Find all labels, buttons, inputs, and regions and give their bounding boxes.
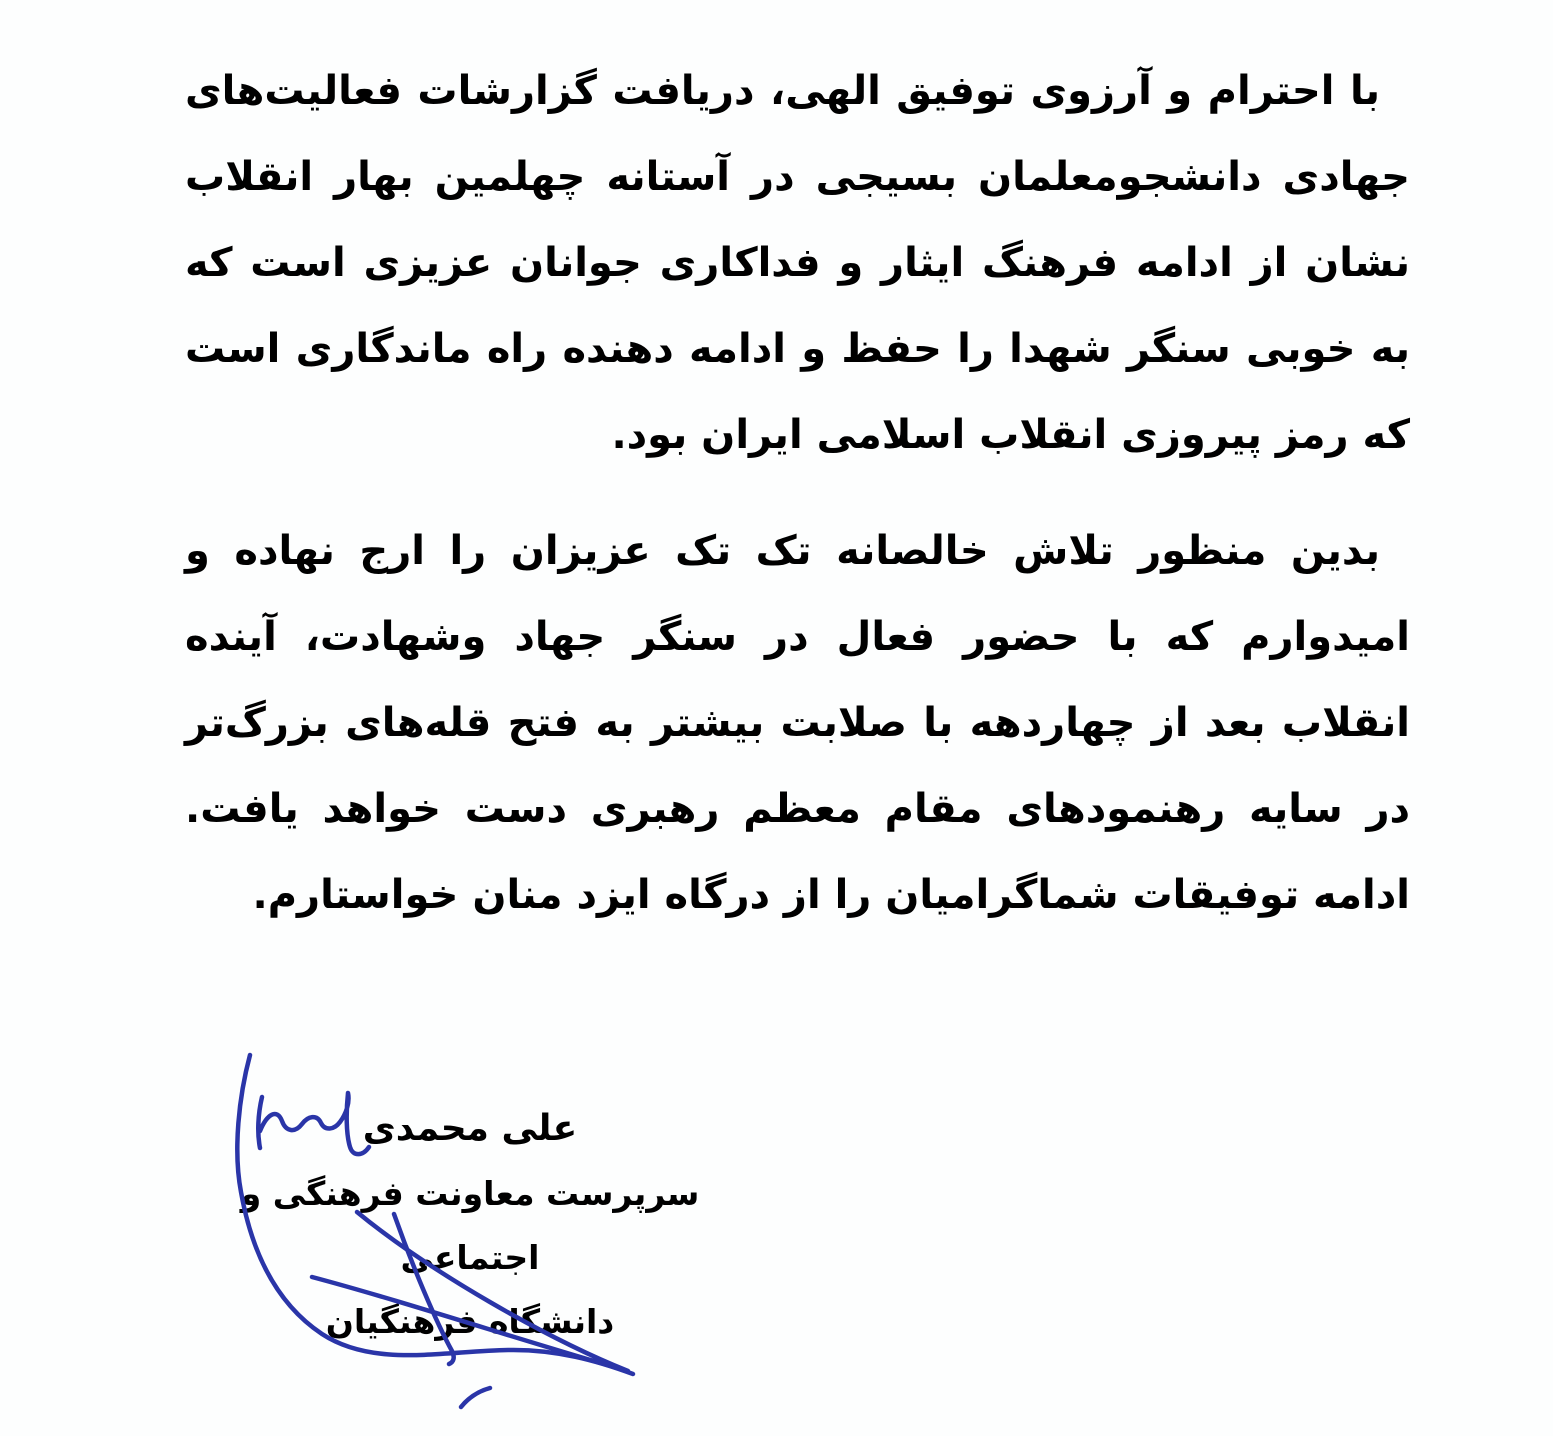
letter-paragraph-2: بدین منظور تلاش خالصانه تک تک عزیزان را ارج نهاده و امیدوارم که با حضور فعال در سنگر جهاد وشهادت، آینده انقلاب بعد از چهاردهه با صلابت بیشتر به فتح قله‌های بزرگ‌تر در سایه رهنمودهای مقام معظم رهبری دست خواهد یافت. ادامه توفیقات شماگرامیان را از درگاه ایزد منان خواستارم. <box>185 528 1410 918</box>
signatory-organization: دانشگاه فرهنگیان <box>325 1302 615 1341</box>
signature-dash-stroke <box>461 1388 490 1407</box>
signature-block <box>228 1096 712 1354</box>
signatory-title: سرپرست معاونت فرهنگی و اجتماعی <box>240 1174 700 1277</box>
letter-paragraph-1: با احترام و آرزوی توفیق الهی، دریافت گزارشات فعالیت‌های جهادی دانشجومعلمان بسیجی در آستانه چهلمین بهار انقلاب نشان از ادامه فرهنگ ایثار و فداکاری جوانان عزیزی است که به خوبی سنگر شهدا را حفظ و ادامه دهنده راه ماندگاری است که رمز پیروزی انقلاب اسلامی ایران بود. <box>185 68 1410 458</box>
signatory-name: علی محمدی <box>362 1108 578 1149</box>
letter-body <box>185 48 1410 968</box>
